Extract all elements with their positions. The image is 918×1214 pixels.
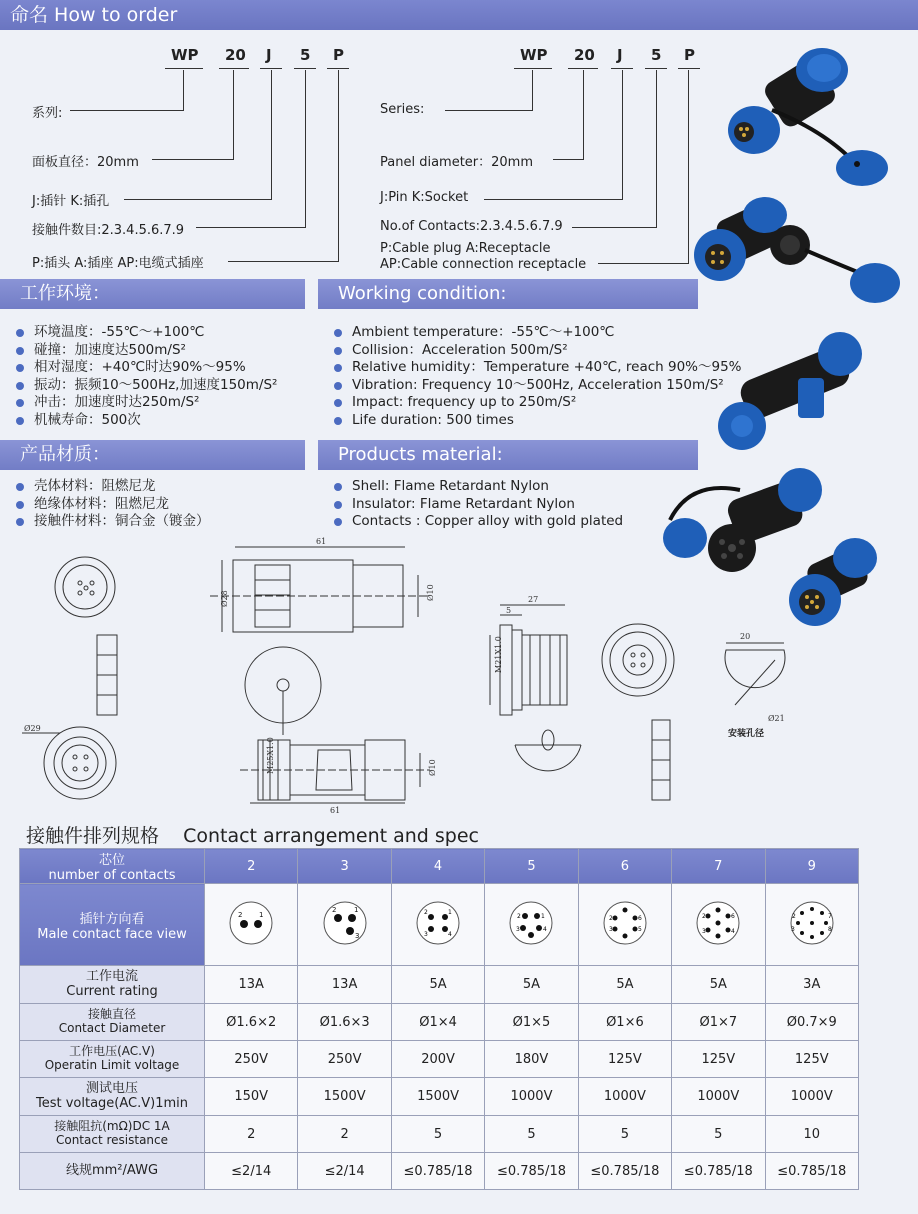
dim-21: Ø21 <box>768 714 785 723</box>
list-item: Relative humidity：Temperature +40℃, reach 90%～95% <box>332 359 742 377</box>
working-title-en: Working condition: <box>318 279 698 309</box>
table-row <box>20 1041 859 1078</box>
material-title-en: Products material: <box>318 440 698 470</box>
table-cell: 5 <box>391 1116 484 1153</box>
table-cell: ≤0.785/18 <box>485 1153 578 1190</box>
spec-title <box>26 821 479 848</box>
svg-text:2: 2 <box>702 912 707 920</box>
table-cell: 250V <box>205 1041 298 1078</box>
head-cn: 芯位 <box>98 853 125 868</box>
svg-text:3: 3 <box>608 925 613 933</box>
dim-61-bottom: 61 <box>330 806 341 815</box>
face-9 <box>765 884 858 966</box>
label-diameter-cn: 面板直径：20mm <box>32 155 139 170</box>
working-list-en <box>332 324 742 429</box>
table-row <box>20 1116 859 1153</box>
head-en: number of contacts <box>48 868 176 883</box>
table-cell: 3A <box>765 966 858 1004</box>
list-item: 接触件材料：铜合金（镀金） <box>14 513 210 531</box>
list-item: Ambient temperature：-55℃～+100℃ <box>332 324 742 342</box>
row-cn: 工作电压(AC.V) <box>69 1044 155 1059</box>
list-item: 振动：振频10～500Hz,加速度150m/S² <box>14 377 277 395</box>
face-2 <box>205 884 298 966</box>
svg-text:1: 1 <box>448 908 452 916</box>
table-cell: 5A <box>672 966 765 1004</box>
row-header <box>20 1116 205 1153</box>
row-header <box>20 1153 205 1190</box>
row-cn: 测试电压 <box>85 1080 138 1096</box>
dim-m25: M25X1.0 <box>266 737 275 774</box>
table-cell: 13A <box>298 966 391 1004</box>
label-style-cn: P:插头 A:插座 AP:电缆式插座 <box>32 256 204 271</box>
label-contacts-en: No.of Contacts:2.3.4.5.6.7.9 <box>380 219 563 234</box>
table-cell: Ø1×5 <box>485 1004 578 1041</box>
code-type-en: J <box>617 46 623 64</box>
dim-28: Ø28 <box>220 590 229 607</box>
row-en: Contact Diameter <box>58 1021 166 1035</box>
label-series-cn: 系列: <box>32 106 63 121</box>
svg-text:2: 2 <box>238 910 243 919</box>
working-list-cn <box>14 324 277 429</box>
svg-text:5: 5 <box>637 925 642 933</box>
label-diameter-en: Panel diameter：20mm <box>380 155 534 170</box>
spec-table <box>19 848 859 1190</box>
row-cn: 线规mm²/AWG <box>65 1162 159 1178</box>
hole-label: 安装孔径 <box>728 729 765 739</box>
svg-text:4: 4 <box>543 925 548 933</box>
table-row <box>20 849 859 884</box>
code-style-en: P <box>684 46 695 64</box>
product-photo-receptacle-pair <box>690 195 918 310</box>
material-list-cn <box>14 478 210 531</box>
table-row <box>20 884 859 966</box>
row-cn: 接触阻抗(mΩ)DC 1A <box>54 1119 170 1134</box>
list-item: 相对湿度：+40℃时达90%～95% <box>14 359 277 377</box>
dim-27: 27 <box>528 595 539 604</box>
face-view-header <box>20 884 205 966</box>
working-title-cn: 工作环境： <box>0 279 305 309</box>
header-cell <box>20 849 205 884</box>
table-cell: 125V <box>765 1041 858 1078</box>
row-en: Contact resistance <box>55 1133 169 1147</box>
column-header: 6 <box>578 849 671 884</box>
table-cell: Ø0.7×9 <box>765 1004 858 1041</box>
dim-5: 5 <box>506 606 512 615</box>
table-cell: Ø1.6×3 <box>298 1004 391 1041</box>
table-cell: 250V <box>298 1041 391 1078</box>
row-header <box>20 1004 205 1041</box>
table-cell: 5 <box>485 1116 578 1153</box>
table-cell: 2 <box>298 1116 391 1153</box>
table-cell: 1500V <box>298 1078 391 1116</box>
product-photo-inline-plug <box>700 328 870 453</box>
table-cell: 180V <box>485 1041 578 1078</box>
table-cell: 5A <box>391 966 484 1004</box>
list-item: Vibration: Frequency 10～500Hz, Acceleration 150m/S² <box>332 377 742 395</box>
spec-title-en: Contact arrangement and spec <box>183 825 480 847</box>
table-cell: ≤0.785/18 <box>578 1153 671 1190</box>
table-cell: ≤0.785/18 <box>765 1153 858 1190</box>
svg-text:3: 3 <box>424 930 428 938</box>
table-cell: Ø1×4 <box>391 1004 484 1041</box>
table-cell: 2 <box>205 1116 298 1153</box>
list-item: 环境温度：-55℃～+100℃ <box>14 324 277 342</box>
material-title-cn: 产品材质： <box>0 440 305 470</box>
table-cell: 1000V <box>485 1078 578 1116</box>
code-contacts-en: 5 <box>651 46 662 64</box>
face-3 <box>298 884 391 966</box>
svg-text:1: 1 <box>541 912 546 920</box>
table-cell: 200V <box>391 1041 484 1078</box>
face-cn: 插针方向看 <box>79 911 145 927</box>
list-item: 碰撞：加速度达500m/S² <box>14 342 277 360</box>
column-header: 3 <box>298 849 391 884</box>
table-cell: 150V <box>205 1078 298 1116</box>
row-en: Test voltage(AC.V)1min <box>35 1095 188 1111</box>
row-cn: 接触直径 <box>87 1007 136 1022</box>
row-cn: 工作电流 <box>85 968 138 984</box>
code-diameter-en: 20 <box>574 46 595 64</box>
svg-text:1: 1 <box>353 905 359 914</box>
face-5 <box>485 884 578 966</box>
svg-text:3: 3 <box>354 931 360 940</box>
table-cell: 5 <box>578 1116 671 1153</box>
row-en: Current rating <box>66 983 158 999</box>
dim-29: Ø29 <box>24 724 41 733</box>
column-header: 7 <box>672 849 765 884</box>
table-cell: Ø1.6×2 <box>205 1004 298 1041</box>
table-cell: ≤2/14 <box>205 1153 298 1190</box>
table-cell: ≤0.785/18 <box>391 1153 484 1190</box>
face-4 <box>391 884 484 966</box>
column-header: 2 <box>205 849 298 884</box>
list-item: 壳体材料：阻燃尼龙 <box>14 478 210 496</box>
table-cell: 13A <box>205 966 298 1004</box>
code-type: J <box>266 46 272 64</box>
table-cell: 5A <box>578 966 671 1004</box>
table-row <box>20 1078 859 1116</box>
svg-text:7: 7 <box>827 912 832 920</box>
code-diameter: 20 <box>225 46 246 64</box>
label-type-en: J:Pin K:Socket <box>380 190 469 205</box>
svg-text:4: 4 <box>731 927 736 935</box>
label-style-en-1: P:Cable plug A:Receptacle <box>380 241 551 256</box>
technical-drawings <box>0 535 800 815</box>
svg-text:2: 2 <box>791 912 796 920</box>
code-series: WP <box>171 46 199 64</box>
column-header: 9 <box>765 849 858 884</box>
table-cell: 125V <box>578 1041 671 1078</box>
code-series-en: WP <box>520 46 548 64</box>
column-header: 5 <box>485 849 578 884</box>
list-item: Shell: Flame Retardant Nylon <box>332 478 623 496</box>
row-header <box>20 1078 205 1116</box>
table-row <box>20 1153 859 1190</box>
dim-61-top: 61 <box>316 537 327 546</box>
table-cell: 10 <box>765 1116 858 1153</box>
list-item: 绝缘体材料：阻燃尼龙 <box>14 496 210 514</box>
table-cell: 1500V <box>391 1078 484 1116</box>
list-item: Insulator: Flame Retardant Nylon <box>332 496 623 514</box>
label-series-en: Series: <box>380 102 425 117</box>
code-style: P <box>333 46 344 64</box>
table-row <box>20 966 859 1004</box>
table-cell: ≤2/14 <box>298 1153 391 1190</box>
table-row <box>20 1004 859 1041</box>
table-cell: 5A <box>485 966 578 1004</box>
svg-text:2: 2 <box>517 912 522 920</box>
table-cell: 1000V <box>765 1078 858 1116</box>
svg-text:4: 4 <box>448 930 452 938</box>
list-item: Impact: frequency up to 250m/S² <box>332 394 742 412</box>
svg-text:8: 8 <box>827 925 832 933</box>
label-style-en-2: AP:Cable connection receptacle <box>380 257 587 272</box>
svg-text:6: 6 <box>637 914 642 922</box>
table-cell: 5 <box>672 1116 765 1153</box>
svg-text:3: 3 <box>516 925 521 933</box>
list-item: 机械寿命：500次 <box>14 412 277 430</box>
table-cell: 125V <box>672 1041 765 1078</box>
list-item: 冲击：加速度时达250m/S² <box>14 394 277 412</box>
list-item: Contacts : Copper alloy with gold plated <box>332 513 623 531</box>
row-header <box>20 966 205 1004</box>
spec-title-cn: 接触件排列规格 <box>26 825 160 847</box>
label-contacts-cn: 接触件数目:2.3.4.5.6.7.9 <box>32 223 185 238</box>
list-item: Life duration: 500 times <box>332 412 742 430</box>
dim-10-bottom: Ø10 <box>428 759 437 776</box>
dim-10-top: Ø10 <box>426 584 435 601</box>
svg-text:3: 3 <box>702 927 707 935</box>
svg-text:2: 2 <box>424 908 428 916</box>
face-7 <box>672 884 765 966</box>
page-header: 命名 How to order <box>0 0 918 30</box>
label-type-cn: J:插针 K:插孔 <box>32 194 110 209</box>
table-cell: 1000V <box>578 1078 671 1116</box>
material-list-en <box>332 478 623 531</box>
face-6 <box>578 884 671 966</box>
svg-text:1: 1 <box>259 910 264 919</box>
row-en: Operatin Limit voltage <box>44 1058 180 1072</box>
list-item: Collision：Acceleration 500m/S² <box>332 342 742 360</box>
table-cell: ≤0.785/18 <box>672 1153 765 1190</box>
dim-m21: M21X1.0 <box>494 636 503 673</box>
table-cell: Ø1×6 <box>578 1004 671 1041</box>
face-en: Male contact face view <box>37 926 187 942</box>
row-header <box>20 1041 205 1078</box>
column-header: 4 <box>391 849 484 884</box>
svg-text:2: 2 <box>608 914 613 922</box>
table-cell: 1000V <box>672 1078 765 1116</box>
code-contacts: 5 <box>300 46 311 64</box>
dim-20: 20 <box>740 632 751 641</box>
svg-text:6: 6 <box>731 912 736 920</box>
table-cell: Ø1×7 <box>672 1004 765 1041</box>
svg-text:3: 3 <box>790 925 795 933</box>
svg-text:2: 2 <box>331 905 337 914</box>
